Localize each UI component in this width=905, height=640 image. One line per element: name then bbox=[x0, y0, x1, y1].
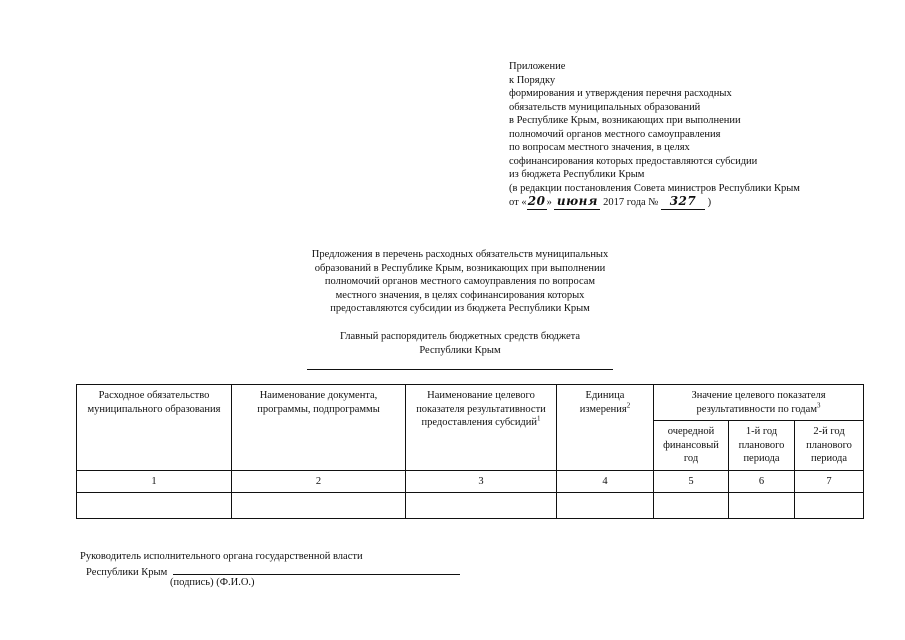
subheader-cell: очередной финансовый год bbox=[654, 421, 729, 471]
grbs-label bbox=[250, 330, 670, 357]
subheader-cell: 1-й год планового периода bbox=[729, 421, 795, 471]
appendix-line: обязательств муниципальных образований bbox=[509, 101, 701, 113]
header-text: Единица измерения bbox=[579, 390, 627, 415]
grbs-fill-line bbox=[307, 369, 613, 370]
appendix-line: софинансирования которых предоставляются субсидии bbox=[509, 155, 758, 167]
grbs-line: Республики Крым bbox=[419, 344, 501, 356]
appendix-line: по вопросам местного значения, в целях bbox=[509, 142, 690, 153]
appendix-line: полномочий органов местного самоуправления bbox=[509, 128, 721, 140]
column-number-row bbox=[77, 470, 864, 493]
appendix-line: к Порядку bbox=[509, 74, 556, 86]
decree-year: 2017 года bbox=[603, 197, 646, 208]
data-cell bbox=[557, 493, 654, 519]
date-prefix: от « bbox=[509, 197, 527, 208]
data-cell bbox=[795, 493, 864, 519]
appendix-line: Приложение bbox=[509, 61, 566, 72]
header-group-cell bbox=[654, 385, 864, 421]
appendix-line: (в редакции постановления Совета министров Республики Крым bbox=[509, 182, 800, 194]
data-cell bbox=[406, 493, 557, 519]
column-number: 5 bbox=[654, 470, 729, 493]
column-number: 3 bbox=[406, 470, 557, 493]
title-line: предоставляются субсидии из бюджета Республики Крым bbox=[330, 303, 590, 314]
decree-month: июня bbox=[554, 195, 600, 210]
signature-line bbox=[173, 564, 460, 575]
signer-title: Руководитель исполнительного органа государственной власти bbox=[80, 551, 363, 562]
signature-caption: (подпись) (Ф.И.О.) bbox=[170, 577, 255, 588]
header-cell bbox=[557, 385, 654, 471]
title-line: Предложения в перечень расходных обязательств муниципальных bbox=[311, 249, 609, 260]
title-line: образований в Республике Крым, возникающих при выполнении bbox=[314, 262, 606, 274]
signature-block bbox=[80, 550, 580, 579]
decree-date-line bbox=[509, 195, 899, 210]
data-cell bbox=[232, 493, 406, 519]
decree-number: 327 bbox=[661, 195, 705, 210]
signer-region: Республики Крым bbox=[86, 566, 168, 578]
header-text: Значение целевого показателя результативности по годам bbox=[691, 390, 826, 415]
document-title bbox=[250, 248, 670, 316]
date-day-close: » bbox=[546, 197, 552, 208]
column-number: 7 bbox=[795, 470, 864, 493]
proposals-table bbox=[76, 384, 864, 519]
header-cell: Наименование документа, программы, подпрограммы bbox=[232, 385, 406, 471]
footnote-mark: 2 bbox=[626, 401, 631, 409]
header-row bbox=[77, 385, 864, 421]
decree-number-label: № bbox=[648, 197, 659, 208]
subheader-cell: 2-й год планового периода bbox=[795, 421, 864, 471]
footnote-mark: 3 bbox=[816, 401, 821, 409]
data-cell bbox=[77, 493, 232, 519]
appendix-line: формирования и утверждения перечня расходных bbox=[509, 88, 732, 99]
header-text: Наименование целевого показателя результативности предоставления субсидий bbox=[416, 390, 546, 428]
close-paren: ) bbox=[707, 197, 712, 208]
header-cell bbox=[406, 385, 557, 471]
title-line: местного значения, в целях софинансирования которых bbox=[335, 289, 585, 301]
column-number: 2 bbox=[232, 470, 406, 493]
signer-region-row bbox=[80, 564, 580, 580]
appendix-line: из бюджета Республики Крым bbox=[509, 169, 645, 180]
column-number: 6 bbox=[729, 470, 795, 493]
grbs-line: Главный распорядитель бюджетных средств бюджета bbox=[339, 331, 581, 342]
empty-data-row bbox=[77, 493, 864, 519]
column-number: 1 bbox=[77, 470, 232, 493]
appendix-line: в Республике Крым, возникающих при выполнении bbox=[509, 115, 741, 126]
title-line: полномочий органов местного самоуправления по вопросам bbox=[324, 276, 596, 287]
data-cell bbox=[654, 493, 729, 519]
data-cell bbox=[729, 493, 795, 519]
decree-day: 20 bbox=[527, 194, 546, 208]
footnote-mark: 1 bbox=[537, 414, 541, 423]
appendix-block bbox=[509, 60, 899, 210]
column-number: 4 bbox=[557, 470, 654, 493]
header-cell: Расходное обязательство муниципального образования bbox=[77, 385, 232, 471]
